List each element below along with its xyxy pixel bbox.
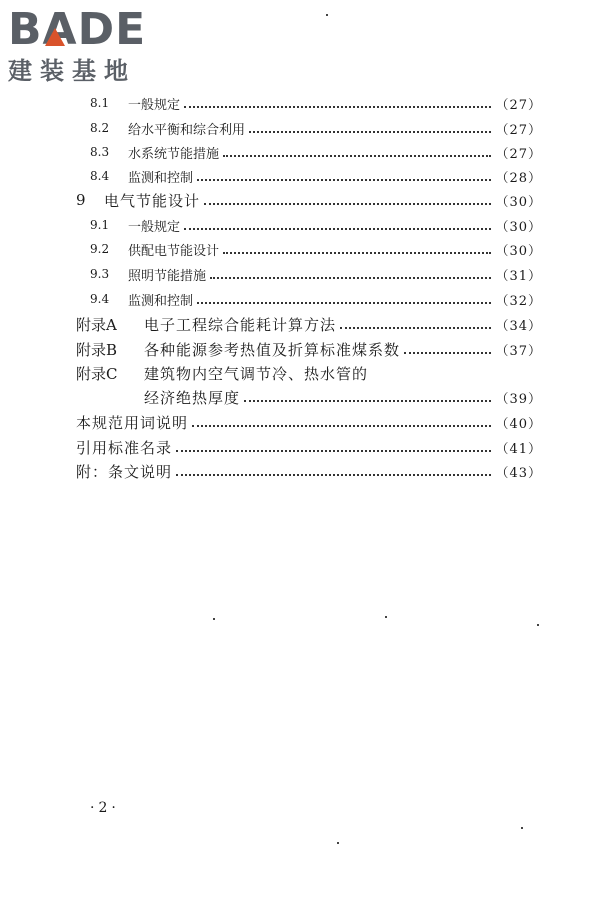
dot-leader (210, 275, 491, 279)
dot-leader (197, 300, 491, 304)
toc-entry-title: 照明节能措施 (128, 268, 207, 284)
toc-entry-title: 各种能源参考热值及折算标准煤系数 (144, 340, 401, 359)
toc-entry-8-2[interactable] (0, 117, 600, 139)
toc-entry-title: 建筑物内空气调节冷、热水管的 (144, 364, 369, 383)
toc-entry-appendix-c-continued[interactable] (0, 386, 600, 408)
toc-entry-page: （28） (495, 170, 542, 186)
bade-logo (8, 6, 178, 88)
toc-entry-page: （27） (495, 97, 542, 113)
logo-subtitle: 建装基地 (8, 57, 136, 85)
toc-entry-title-continued: 经济绝热厚度 (144, 388, 241, 407)
toc-entry-page: （27） (495, 122, 542, 138)
scan-speck (337, 842, 339, 844)
scan-speck (537, 624, 539, 626)
toc-entry-page: （30） (495, 243, 542, 259)
dot-leader (404, 350, 491, 354)
toc-entry-number: 9.3 (90, 267, 110, 281)
toc-entry-number: 8.1 (90, 96, 110, 110)
toc-entry-title: 电子工程综合能耗计算方法 (144, 315, 337, 334)
page-number: ·2· (90, 800, 120, 816)
toc-entry-9-4[interactable] (0, 288, 600, 310)
toc-entry-number: 9 (76, 191, 86, 209)
toc-entry-number: 附录B (76, 340, 118, 359)
scan-speck (213, 618, 215, 620)
toc-entry-9-2[interactable] (0, 238, 600, 260)
toc-entry-page: （31） (495, 268, 542, 284)
toc-entry-number: 附录C (76, 364, 118, 383)
toc-entry-title: 供配电节能设计 (128, 243, 220, 259)
toc-entry-9-3[interactable] (0, 263, 600, 285)
scan-speck (326, 14, 328, 16)
toc-entry-number: 9.1 (90, 218, 110, 232)
toc-entry-number: 8.2 (90, 121, 110, 135)
toc-entry-title: 附：条文说明 (76, 462, 173, 481)
scan-speck (385, 616, 387, 618)
toc-entry-page: （32） (495, 293, 542, 309)
toc-entry-page: （34） (495, 318, 542, 334)
toc-entry-title: 引用标准名录 (76, 438, 173, 457)
toc-entry-8-1[interactable] (0, 92, 600, 114)
toc-entry-appendix-b[interactable] (0, 338, 600, 360)
logo-wordmark: BADE (8, 4, 147, 55)
toc-entry-title: 给水平衡和综合利用 (128, 122, 246, 138)
toc-entry-title: 监测和控制 (128, 293, 194, 309)
toc-entry-number: 8.4 (90, 169, 110, 183)
dot-leader (176, 472, 491, 476)
toc-entry-number: 9.2 (90, 242, 110, 256)
toc-entry-page: （30） (495, 194, 542, 210)
toc-entry-page: （30） (495, 219, 542, 235)
dot-leader (223, 250, 491, 254)
toc-entry-clause-explanation[interactable] (0, 460, 600, 482)
dot-leader (223, 153, 491, 157)
toc-entry-wording-explanation[interactable] (0, 411, 600, 433)
toc-entry-number: 9.4 (90, 292, 110, 306)
dot-leader (192, 423, 491, 427)
toc-entry-title: 电气节能设计 (104, 191, 201, 210)
toc-entry-page: （37） (495, 343, 542, 359)
dot-leader (176, 448, 491, 452)
toc-entry-8-4[interactable] (0, 165, 600, 187)
toc-entry-page: （27） (495, 146, 542, 162)
dot-leader (204, 201, 491, 205)
dot-leader (197, 177, 491, 181)
toc-entry-cited-standards[interactable] (0, 436, 600, 458)
dot-leader (340, 325, 491, 329)
toc-entry-title: 水系统节能措施 (128, 146, 220, 162)
toc-entry-appendix-c[interactable] (0, 362, 600, 384)
toc-entry-page: （43） (495, 465, 542, 481)
toc-entry-8-3[interactable] (0, 141, 600, 163)
dot-leader (184, 104, 491, 108)
toc-entry-title: 一般规定 (128, 97, 181, 113)
toc-entry-title: 一般规定 (128, 219, 181, 235)
dot-leader (184, 226, 491, 230)
scan-speck (521, 827, 523, 829)
toc-entry-appendix-a[interactable] (0, 313, 600, 335)
toc-entry-9[interactable] (0, 189, 600, 211)
toc-entry-title: 监测和控制 (128, 170, 194, 186)
dot-leader (244, 398, 491, 402)
toc-entry-page: （40） (495, 416, 542, 432)
toc-entry-page: （39） (495, 391, 542, 407)
toc-entry-number: 附录A (76, 315, 117, 334)
logo-triangle-icon (45, 28, 65, 46)
dot-leader (249, 129, 491, 133)
toc-entry-page: （41） (495, 441, 542, 457)
toc-entry-title: 本规范用词说明 (76, 413, 189, 432)
toc-entry-9-1[interactable] (0, 214, 600, 236)
toc-entry-number: 8.3 (90, 145, 110, 159)
